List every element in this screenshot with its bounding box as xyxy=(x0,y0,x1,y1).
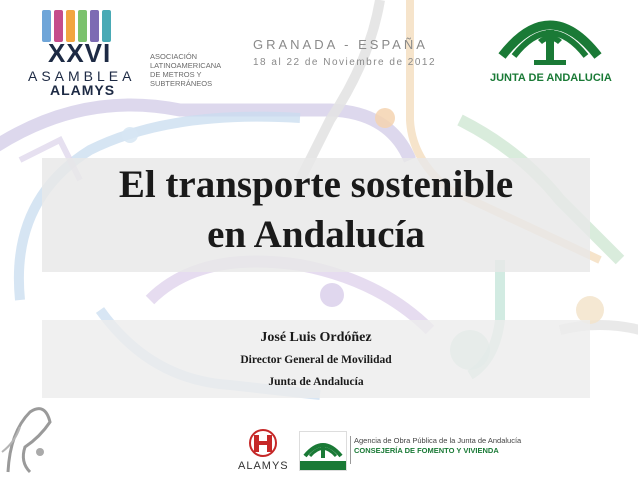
association-name: ASOCIACIÓN LATINOAMERICANA DE METROS Y SUBTERRÁNEOS xyxy=(150,52,222,88)
speaker-block xyxy=(42,320,590,393)
title-line-1: El transporte sostenible xyxy=(118,163,514,206)
event-city: GRANADA - ESPAÑA xyxy=(253,37,428,52)
alamys-footer-logo xyxy=(238,428,288,474)
junta-de-andalucia-logo xyxy=(490,4,610,96)
speaker-organization: Junta de Andalucía xyxy=(268,376,364,388)
agency-line-1: Agencia de Obra Pública de la Junta de Andalucía xyxy=(354,436,522,445)
alamys-emblem-icon xyxy=(238,428,288,460)
speaker-name: José Luis Ordóñez xyxy=(260,330,372,345)
footer-divider xyxy=(350,436,351,464)
speaker-role: Director General de Movilidad xyxy=(240,354,392,366)
event-org: ALAMYS xyxy=(50,82,116,98)
event-dates: 18 al 22 de Noviembre de 2012 xyxy=(253,57,437,68)
event-number: XXVI xyxy=(48,38,112,68)
corner-ornament xyxy=(0,392,60,479)
agency-name xyxy=(354,436,521,456)
event-line: ASAMBLEA xyxy=(28,68,136,84)
junta-footer-logo xyxy=(299,431,347,471)
alamys-assembly-logo xyxy=(28,8,146,98)
agency-line-2: CONSEJERÍA DE FOMENTO Y VIVIENDA xyxy=(354,446,499,455)
junta-footer-emblem-icon xyxy=(300,432,346,470)
junta-name: JUNTA DE ANDALUCIA xyxy=(490,72,612,84)
title-line-2: en Andalucía xyxy=(207,213,425,256)
slide-title xyxy=(42,160,590,260)
junta-emblem-icon xyxy=(490,4,610,72)
alamys-footer-label: ALAMYS xyxy=(238,460,289,472)
